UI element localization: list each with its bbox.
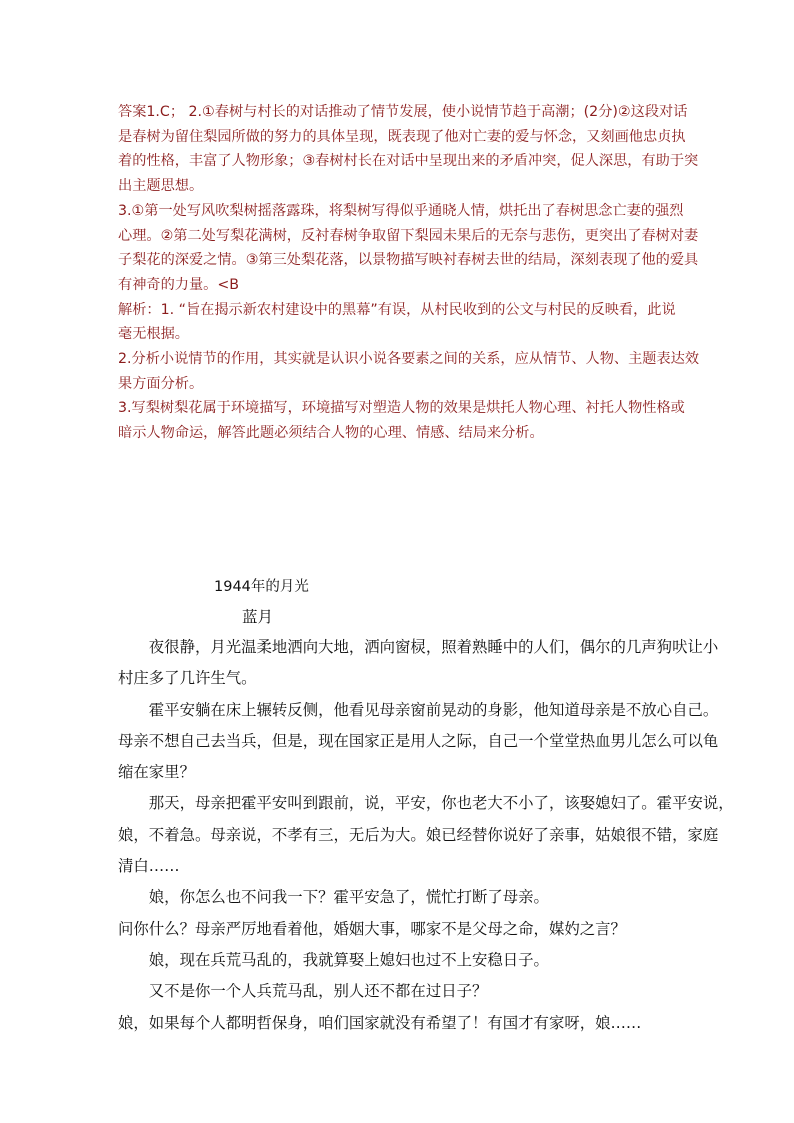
analysis-line: 毫无根据。 bbox=[118, 326, 189, 343]
story-line: 娘，不着急。母亲说，不孝有三，无后为大。娘已经替你说好了亲事，姑娘很不错，家庭 bbox=[118, 825, 719, 844]
analysis-line: 3.写梨树梨花属于环境描写，环境描写对塑造人物的效果是烘托人物心理、衬托人物性格或 bbox=[118, 400, 685, 417]
analysis-line: 解析：1. “旨在揭示新农村建设中的黑幕”有误，从村民收到的公文与村民的反映看，此说 bbox=[118, 301, 676, 318]
answer-line: 着的性格，丰富了人物形象；③春树村长在对话中呈现出来的矛盾冲突，促人深思，有助于突 bbox=[118, 153, 699, 170]
story-line: 问你什么？母亲严厉地看着他，婚姻大事，哪家不是父母之命，媒妁之言？ bbox=[118, 919, 626, 938]
story-line: 清白…… bbox=[118, 857, 180, 876]
story-line: 那天，母亲把霍平安叫到跟前，说，平安，你也老大不小了，该娶媳妇了。霍平安说， bbox=[118, 794, 734, 813]
story-line: 娘，你怎么也不问我一下？霍平安急了，慌忙打断了母亲。 bbox=[118, 888, 549, 907]
answer-line: 答案1.C； 2.①春树与村长的对话推动了情节发展，使小说情节趋于高潮；(2分)②这段对话 bbox=[118, 104, 688, 120]
story-title: 1944年的月光 bbox=[214, 579, 309, 595]
story-line: 娘，如果每个人都明哲保身，咱们国家就没有希望了！有国才有家呀，娘…… bbox=[118, 1013, 642, 1032]
answer-line: 有神奇的力量。<B bbox=[118, 276, 239, 293]
analysis-line: 2.分析小说情节的作用，其实就是认识小说各要素之间的关系，应从情节、人物、主题表达效 bbox=[118, 351, 700, 368]
story-author: 蓝月 bbox=[242, 608, 274, 626]
answer-section bbox=[118, 100, 700, 446]
answer-line: 是春树为留住梨园所做的努力的具体呈现，既表现了他对亡妻的爱与怀念，又刻画他忠贞执 bbox=[118, 128, 686, 145]
story-section bbox=[118, 572, 734, 1039]
story-line: 又不是你一个人兵荒马乱，别人还不都在过日子？ bbox=[118, 982, 488, 1001]
story-line: 娘，现在兵荒马乱的，我就算娶上媳妇也过不上安稳日子。 bbox=[118, 950, 549, 969]
answer-line: 心理。②第二处写梨花满树，反衬春树争取留下梨园未果后的无奈与悲伤，更突出了春树对妻 bbox=[118, 227, 699, 244]
answer-line: 出主题思想。 bbox=[118, 178, 204, 195]
analysis-line: 暗示人物命运，解答此题必须结合人物的心理、情感、结局来分析。 bbox=[118, 425, 544, 442]
story-line: 缩在家里？ bbox=[118, 763, 195, 782]
story-line: 村庄多了几许生气。 bbox=[118, 669, 257, 688]
story-line: 霍平安躺在床上辗转反侧，他看见母亲窗前晃动的身影，他知道母亲是不放心自己。 bbox=[118, 700, 719, 719]
answer-line: 子梨花的深爱之情。③第三处梨花落，以景物描写映衬春树去世的结局，深刻表现了他的爱具 bbox=[118, 252, 699, 269]
story-line: 母亲不想自己去当兵，但是，现在国家正是用人之际，自己一个堂堂热血男儿怎么可以龟 bbox=[118, 731, 719, 750]
answer-line: 3.①第一处写风吹梨树摇落露珠，将梨树写得似乎通晓人情，烘托出了春树思念亡妻的强烈 bbox=[118, 202, 684, 219]
story-line: 夜很静，月光温柔地洒向大地，洒向窗棂，照着熟睡中的人们，偶尔的几声狗吠让小 bbox=[118, 638, 719, 656]
analysis-line: 果方面分析。 bbox=[118, 375, 204, 392]
